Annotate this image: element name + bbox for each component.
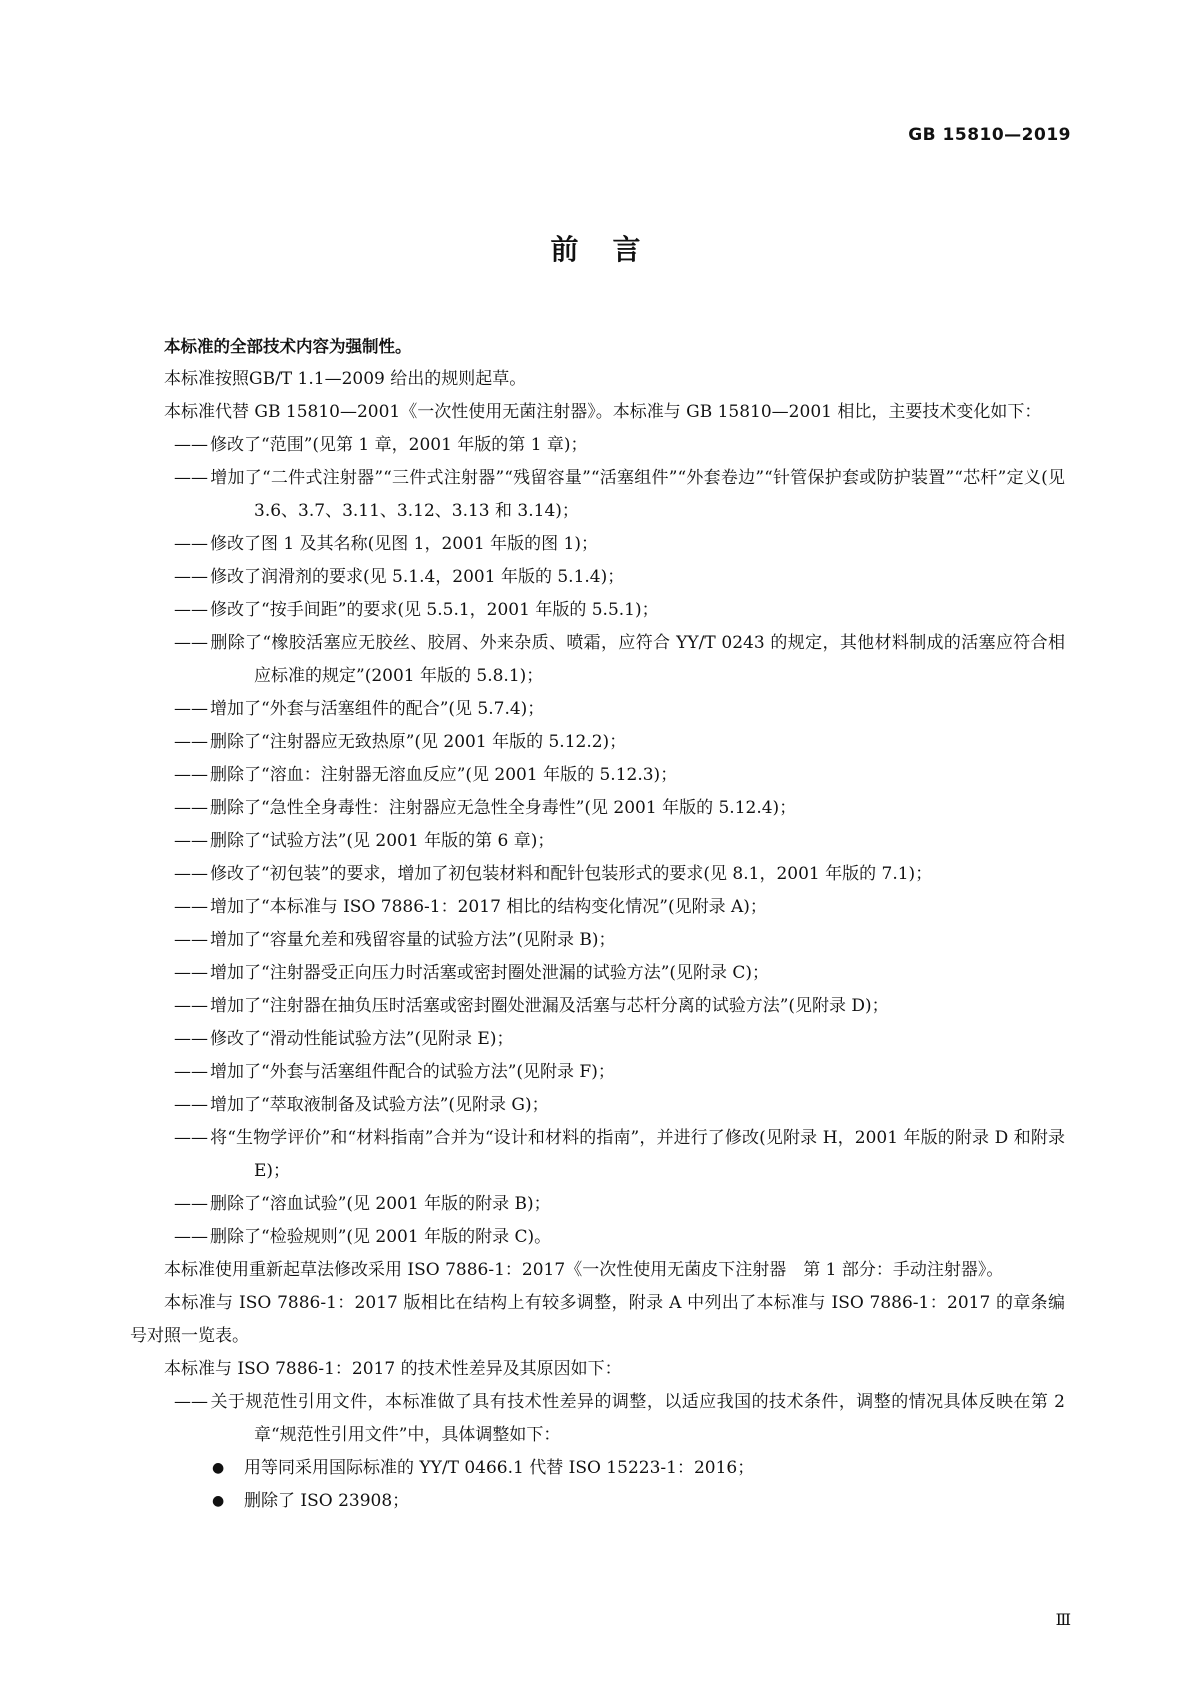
dash-marker: ——	[174, 567, 208, 587]
list-item: —— 修改了“初包装”的要求，增加了初包装材料和配针包装形式的要求(见 8.1，2001 年版的 7.1)；	[174, 858, 1065, 891]
list-item: —— 修改了“按手间距”的要求(见 5.5.1，2001 年版的 5.5.1)；	[174, 594, 1065, 627]
list-item: —— 删除了“橡胶活塞应无胶丝、胶屑、外来杂质、喷霜，应符合 YY/T 0243 的规定，其他材料制成的活塞应符合相应标准的规定”(2001 年版的 5.8.1)；	[174, 627, 1065, 693]
list-item: —— 增加了“外套与活塞组件的配合”(见 5.7.4)；	[174, 693, 1065, 726]
list-item: —— 关于规范性引用文件，本标准做了具有技术性差异的调整，以适应我国的技术条件，调整的情况具体反映在第 2 章“规范性引用文件”中，具体调整如下：	[174, 1386, 1065, 1452]
foreword-body	[130, 330, 1065, 1518]
list-item: —— 删除了“溶血：注射器无溶血反应”(见 2001 年版的 5.12.3)；	[174, 759, 1065, 792]
list-item: —— 修改了“范围”(见第 1 章，2001 年版的第 1 章)；	[174, 429, 1065, 462]
dash-marker: ——	[174, 534, 208, 554]
list-item: —— 修改了图 1 及其名称(见图 1，2001 年版的图 1)；	[174, 528, 1065, 561]
changes-list	[130, 429, 1065, 1254]
dash-marker: ——	[174, 699, 208, 719]
list-item: —— 增加了“萃取液制备及试验方法”(见附录 G)；	[174, 1089, 1065, 1122]
page-number: Ⅲ	[1055, 1610, 1071, 1629]
list-item: —— 增加了“外套与活塞组件配合的试验方法”(见附录 F)；	[174, 1056, 1065, 1089]
list-item: —— 增加了“本标准与 ISO 7886-1：2017 相比的结构变化情况”(见附录 A)；	[174, 891, 1065, 924]
dash-marker: ——	[174, 963, 208, 983]
dash-marker: ——	[174, 897, 208, 917]
bullet-icon: ●	[212, 1460, 225, 1476]
bullet-list	[130, 1452, 1065, 1518]
dash-marker: ——	[174, 1227, 208, 1247]
dash-marker: ——	[174, 930, 208, 950]
dash-marker: ——	[174, 600, 208, 620]
bullet-item: ● 删除了 ISO 23908；	[212, 1485, 1065, 1518]
paragraph-drafting-rules: 本标准按照GB/T 1.1—2009 给出的规则起草。	[164, 369, 527, 389]
bullet-icon: ●	[212, 1493, 225, 1509]
list-item: —— 删除了“试验方法”(见 2001 年版的第 6 章)；	[174, 825, 1065, 858]
list-item: —— 将“生物学评价”和“材料指南”合并为“设计和材料的指南”，并进行了修改(见附录 H，2001 年版的附录 D 和附录 E)；	[174, 1122, 1065, 1188]
dash-marker: ——	[174, 1029, 208, 1049]
list-item: —— 修改了润滑剂的要求(见 5.1.4，2001 年版的 5.1.4)；	[174, 561, 1065, 594]
list-item: —— 删除了“注射器应无致热原”(见 2001 年版的 5.12.2)；	[174, 726, 1065, 759]
dash-marker: ——	[174, 1062, 208, 1082]
list-item: —— 删除了“溶血试验”(见 2001 年版的附录 B)；	[174, 1188, 1065, 1221]
list-item: —— 增加了“容量允差和残留容量的试验方法”(见附录 B)；	[174, 924, 1065, 957]
dash-marker: ——	[174, 1392, 208, 1412]
list-item: —— 增加了“注射器受正向压力时活塞或密封圈处泄漏的试验方法”(见附录 C)；	[174, 957, 1065, 990]
page-title: 前言	[550, 233, 675, 266]
dash-marker: ——	[174, 435, 208, 455]
dash-marker: ——	[174, 1095, 208, 1115]
dash-marker: ——	[174, 732, 208, 752]
bullet-item: ● 用等同采用国际标准的 YY/T 0466.1 代替 ISO 15223-1：2016；	[212, 1452, 1065, 1485]
paragraph-adoption: 本标准使用重新起草法修改采用 ISO 7886-1：2017《一次性使用无菌皮下注射器 第 1 部分：手动注射器》。	[164, 1260, 1004, 1280]
dash-marker: ——	[174, 1128, 208, 1148]
list-item: —— 删除了“急性全身毒性：注射器应无急性全身毒性”(见 2001 年版的 5.12.4)；	[174, 792, 1065, 825]
paragraph-structure: 本标准与 ISO 7886-1：2017 版相比在结构上有较多调整，附录 A 中列出了本标准与 ISO 7886-1：2017 的章条编号对照一览表。	[130, 1293, 1065, 1346]
paragraph-technical-differences: 本标准与 ISO 7886-1：2017 的技术性差异及其原因如下：	[164, 1359, 622, 1379]
dash-marker: ——	[174, 864, 208, 884]
paragraph-replacement: 本标准代替 GB 15810—2001《一次性使用无菌注射器》。本标准与 GB 15810—2001 相比，主要技术变化如下：	[164, 402, 1042, 422]
dash-marker: ——	[174, 831, 208, 851]
paragraph-mandatory: 本标准的全部技术内容为强制性。	[164, 337, 412, 356]
list-item: —— 删除了“检验规则”(见 2001 年版的附录 C)。	[174, 1221, 1065, 1254]
list-item: —— 增加了“注射器在抽负压时活塞或密封圈处泄漏及活塞与芯杆分离的试验方法”(见附录 D)；	[174, 990, 1065, 1023]
dash-marker: ——	[174, 765, 208, 785]
dash-marker: ——	[174, 633, 208, 653]
list-item: —— 修改了“滑动性能试验方法”(见附录 E)；	[174, 1023, 1065, 1056]
dash-marker: ——	[174, 1194, 208, 1214]
dash-marker: ——	[174, 996, 208, 1016]
list-item: —— 增加了“二件式注射器”“三件式注射器”“残留容量”“活塞组件”“外套卷边”“针管保护套或防护装置”“芯杆”定义(见 3.6、3.7、3.11、3.12、3.13 和 3.14)；	[174, 462, 1065, 528]
dash-marker: ——	[174, 468, 208, 488]
standard-code: GB 15810—2019	[908, 125, 1071, 145]
dash-marker: ——	[174, 798, 208, 818]
